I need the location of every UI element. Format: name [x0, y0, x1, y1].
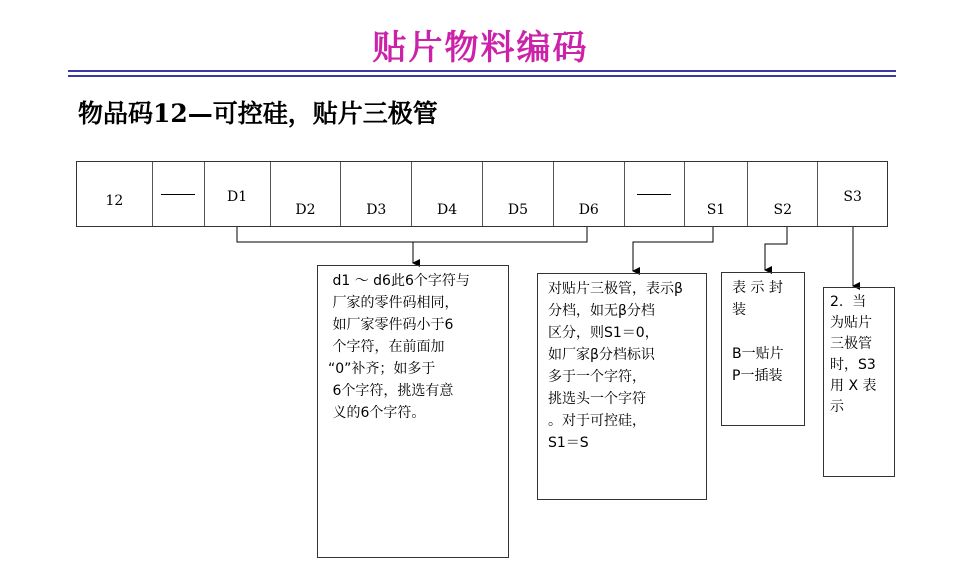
code-cell-d3: D3: [341, 162, 412, 226]
note-s1: 对贴片三极管，表示β 分档，如无β分档 区分，则S1＝0， 如厂家β分档标识 多于一个字符， 挑选头一个字符 。对于可控硅， S1＝S: [537, 273, 707, 500]
code-cell-d1: D1: [205, 162, 271, 226]
note-d1-d6: d1 ～ d6此6个字符与 厂家的零件码相同， 如厂家零件码小于6 个字符，在前面加 “0”补齐；如多于 6个字符，挑选有意 义的6个字符。: [317, 265, 509, 558]
code-cell-12: 12: [77, 162, 153, 226]
bracket-s2: [765, 227, 787, 270]
page-title: 贴片物料编码: [372, 28, 589, 68]
code-cell-s3: S3: [843, 189, 862, 205]
code-cell-s2: S2: [748, 162, 818, 226]
code-cell-d4: D4: [412, 162, 483, 226]
code-cell-s1: S1: [685, 162, 749, 226]
note-s3: 2. 当 为贴片 三极管 时，S3 用 X 表 示: [823, 287, 895, 477]
code-cell-d2: D2: [271, 162, 342, 226]
note-s2: 表 示 封 装 B一贴片 P一插装: [721, 272, 805, 426]
bracket-s1: [633, 227, 713, 271]
code-cell-d5: D5: [483, 162, 554, 226]
bracket-d1-d6: [237, 227, 587, 242]
code-cell-d6: D6: [554, 162, 625, 226]
section-heading: 物品码12—可控硅，贴片三极管: [78, 99, 438, 128]
